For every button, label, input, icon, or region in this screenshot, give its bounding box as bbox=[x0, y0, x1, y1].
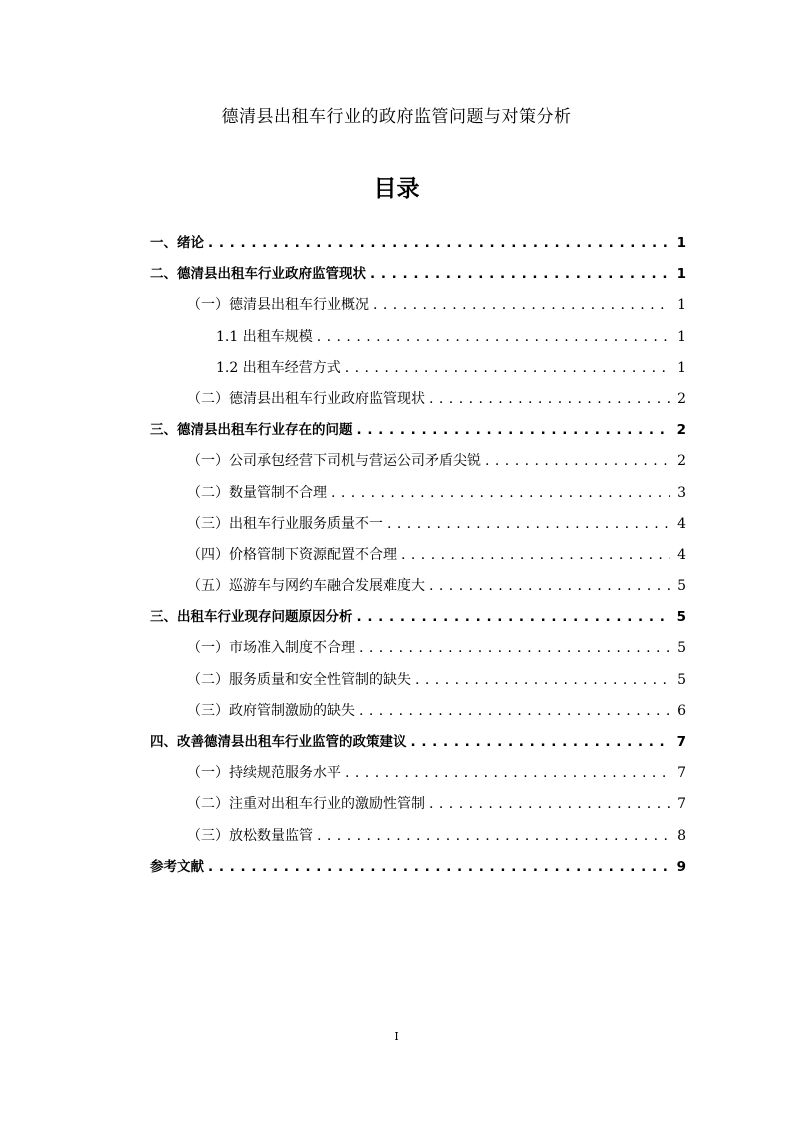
document-title: 德清县出租车行业的政府监管问题与对策分析 bbox=[221, 107, 572, 127]
toc-dot-leader bbox=[429, 384, 670, 415]
toc-entry[interactable] bbox=[150, 758, 686, 789]
toc-entry-page-number: 1 bbox=[677, 297, 686, 314]
toc-entry-label: 四、改善德清县出租车行业监管的政策建议 bbox=[150, 734, 407, 750]
toc-entry[interactable] bbox=[150, 228, 686, 259]
toc-entry-page-number: 1 bbox=[676, 266, 686, 283]
toc-entry[interactable] bbox=[150, 571, 686, 602]
toc-entry-label: 三、出租车行业现存问题原因分析 bbox=[150, 609, 353, 626]
toc-entry[interactable] bbox=[150, 290, 686, 321]
toc-dot-leader bbox=[359, 633, 670, 664]
toc-entry-page-number: 2 bbox=[677, 453, 686, 470]
toc-entry-page-number: 4 bbox=[677, 515, 686, 532]
toc-dot-leader bbox=[208, 228, 670, 259]
toc-entry[interactable] bbox=[150, 478, 686, 509]
toc-entry-page-number: 2 bbox=[676, 422, 686, 439]
toc-entry-page-number: 1 bbox=[677, 328, 686, 345]
toc-entry-page-number: 7 bbox=[677, 796, 686, 813]
toc-entry-page-number: 5 bbox=[676, 609, 686, 626]
toc-entry-page-number: 5 bbox=[677, 578, 686, 595]
toc-entry-label: （三）放松数量监管 bbox=[187, 827, 313, 844]
toc-entry-page-number: 1 bbox=[677, 359, 686, 376]
toc-entry-label: 三、德清县出租车行业存在的问题 bbox=[150, 422, 353, 439]
toc-entry[interactable] bbox=[150, 322, 686, 353]
toc-dot-leader bbox=[373, 290, 670, 321]
toc-dot-leader bbox=[429, 571, 670, 602]
toc-dot-leader bbox=[357, 602, 671, 633]
toc-entry[interactable] bbox=[150, 509, 686, 540]
toc-dot-leader bbox=[359, 696, 670, 727]
toc-entry-label: （二）德清县出租车行业政府监管现状 bbox=[187, 390, 425, 407]
toc-entry-page-number: 8 bbox=[677, 827, 686, 844]
toc-entry[interactable] bbox=[150, 259, 686, 290]
table-of-contents bbox=[150, 228, 686, 883]
toc-dot-leader bbox=[370, 259, 670, 290]
toc-dot-leader bbox=[357, 415, 671, 446]
toc-entry[interactable] bbox=[150, 446, 686, 477]
toc-entry[interactable] bbox=[150, 384, 686, 415]
toc-dot-leader bbox=[429, 789, 670, 820]
toc-entry-page-number: 1 bbox=[676, 235, 686, 251]
toc-dot-leader bbox=[401, 540, 670, 571]
toc-entry-page-number: 7 bbox=[676, 734, 686, 750]
toc-entry-label: （一）持续规范服务水平 bbox=[187, 765, 341, 782]
toc-entry-label: 一、绪论 bbox=[150, 235, 204, 251]
toc-dot-leader bbox=[208, 852, 670, 883]
toc-entry-label: 参考文献 bbox=[150, 858, 204, 875]
toc-entry-page-number: 9 bbox=[676, 858, 686, 875]
toc-entry-page-number: 2 bbox=[677, 390, 686, 407]
toc-entry[interactable] bbox=[150, 540, 686, 571]
toc-entry-label: （一）市场准入制度不合理 bbox=[187, 640, 355, 657]
toc-entry[interactable] bbox=[150, 665, 686, 696]
toc-entry[interactable] bbox=[150, 415, 686, 446]
toc-dot-leader bbox=[387, 509, 670, 540]
toc-entry[interactable] bbox=[150, 353, 686, 384]
toc-heading: 目录 bbox=[373, 176, 420, 202]
toc-entry-label: 1.2 出租车经营方式 bbox=[216, 359, 341, 376]
toc-entry[interactable] bbox=[150, 696, 686, 727]
toc-entry-label: （二）服务质量和安全性管制的缺失 bbox=[187, 671, 411, 688]
toc-entry-page-number: 3 bbox=[677, 484, 686, 501]
toc-entry[interactable] bbox=[150, 852, 686, 883]
toc-entry-page-number: 5 bbox=[677, 671, 686, 688]
toc-dot-leader bbox=[415, 665, 670, 696]
toc-dot-leader bbox=[411, 727, 671, 758]
page-number-footer: I bbox=[394, 1030, 399, 1043]
toc-entry[interactable] bbox=[150, 633, 686, 664]
toc-dot-leader bbox=[345, 353, 670, 384]
toc-entry[interactable] bbox=[150, 821, 686, 852]
toc-entry-label: （三）政府管制激励的缺失 bbox=[187, 702, 355, 719]
toc-entry-page-number: 7 bbox=[677, 765, 686, 782]
toc-dot-leader bbox=[317, 821, 670, 852]
toc-entry-label: （二）数量管制不合理 bbox=[187, 484, 327, 501]
toc-entry-label: （二）注重对出租车行业的激励性管制 bbox=[187, 796, 425, 813]
toc-dot-leader bbox=[317, 322, 670, 353]
toc-entry-label: 1.1 出租车规模 bbox=[216, 328, 313, 345]
toc-dot-leader bbox=[331, 478, 670, 509]
toc-entry[interactable] bbox=[150, 727, 686, 758]
toc-dot-leader bbox=[345, 758, 670, 789]
toc-entry-label: （四）价格管制下资源配置不合理 bbox=[187, 546, 397, 563]
toc-entry[interactable] bbox=[150, 602, 686, 633]
toc-entry-label: （一）德清县出租车行业概况 bbox=[187, 297, 369, 314]
toc-entry-page-number: 6 bbox=[677, 702, 686, 719]
toc-entry-label: （三）出租车行业服务质量不一 bbox=[187, 515, 383, 532]
toc-entry-label: （五）巡游车与网约车融合发展难度大 bbox=[187, 578, 425, 595]
toc-dot-leader bbox=[485, 446, 670, 477]
toc-entry-page-number: 5 bbox=[677, 640, 686, 657]
toc-entry-label: （一）公司承包经营下司机与营运公司矛盾尖锐 bbox=[187, 453, 481, 470]
toc-entry-label: 二、德清县出租车行业政府监管现状 bbox=[150, 266, 366, 283]
toc-entry-page-number: 4 bbox=[677, 546, 686, 563]
toc-entry[interactable] bbox=[150, 789, 686, 820]
